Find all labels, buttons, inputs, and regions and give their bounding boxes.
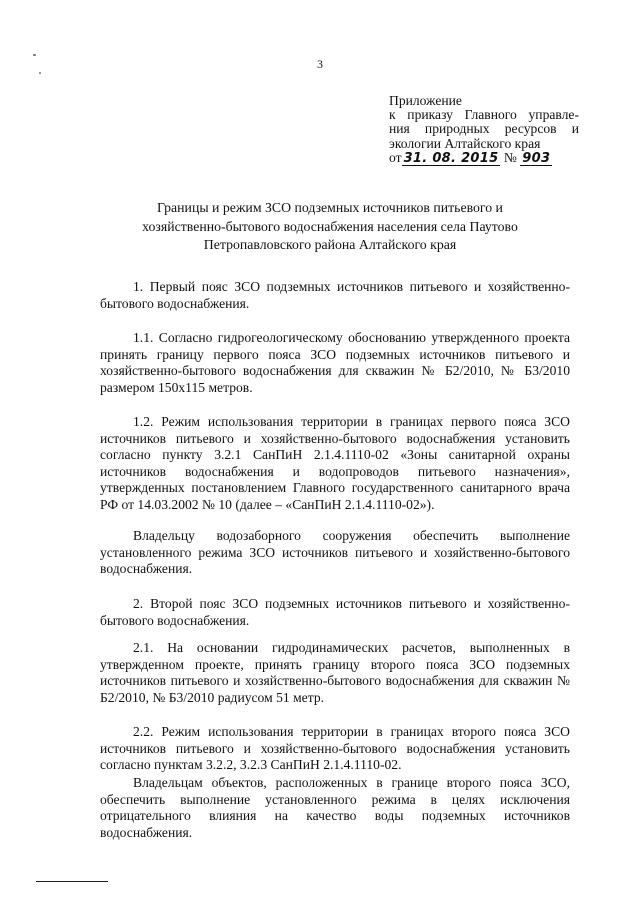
handwritten-date: 31. 08. 2015: [403, 150, 499, 166]
document-heading: [100, 199, 560, 255]
heading-line-2: хозяйственно-бытового водоснабжения населения села Паутово: [142, 218, 518, 234]
appendix-block: [389, 94, 579, 166]
appendix-line-2: ния природных ресурсов и: [389, 121, 579, 137]
scan-speck: [33, 54, 36, 56]
heading-line-1: Границы и режим ЗСО подземных источников питьевого и: [157, 200, 503, 215]
handwritten-number: 903: [522, 150, 551, 166]
scan-speck: [39, 72, 41, 74]
page-number: 3: [317, 57, 323, 71]
paragraph-1-2: 1.2. Режим использования территории в границах первого пояса ЗСО источников питьевого и хозяйственно-бытового водоснабжения установить согласно пункту 3.2.1 СанПиН 2.1.4.1110-02 «Зоны санитарной охраны источников водоснабжения и водопроводов питьевого назначения», утвержденных постановлением Главного государственного санитарного врача РФ от 14.03.2002 № 10 (далее – «СанПиН 2.1.4.1110-02»).: [100, 414, 570, 512]
paragraph-owner-duty-1: Владельцу водозаборного сооружения обеспечить выполнение установленного режима ЗСО источников питьевого и хозяйственно-бытового водоснабжения.: [100, 528, 570, 577]
heading-line-3: Петропавловского района Алтайского края: [203, 237, 457, 252]
date-prefix: от: [389, 149, 402, 165]
number-sign: №: [503, 149, 517, 165]
section-1-title: 1. Первый пояс ЗСО подземных источников питьевого и хозяйственно-бытового водоснабжения.: [100, 279, 570, 311]
appendix-title: Приложение: [389, 93, 462, 108]
appendix-date-line: [389, 151, 579, 166]
section-2-title: 2. Второй пояс ЗСО подземных источников питьевого и хозяйственно-бытового водоснабжения.: [100, 596, 570, 628]
paragraph-2-1: 2.1. На основании гидродинамических расчетов, выполненных в утвержденном проекте, принять границу второго пояса ЗСО подземных источников питьевого и хозяйственно-бытового водоснабжения для скважин № Б2/2010, № Б3/2010 радиусом 51 метр.: [100, 640, 570, 705]
footer-rule: [36, 881, 108, 882]
appendix-line-1: к приказу Главного управле-: [389, 107, 579, 123]
paragraph-2-2: 2.2. Режим использования территории в границах второго пояса ЗСО источников питьевого и хозяйственно-бытового водоснабжения установить согласно пунктам 3.2.2, 3.2.3 СанПиН 2.1.4.1110-02.: [100, 724, 570, 773]
appendix-line-3: экологии Алтайского края: [389, 135, 541, 151]
paragraph-owner-duty-2: Владельцам объектов, расположенных в границе второго пояса ЗСО, обеспечить выполнение установленного режима в целях исключения отрицательного влияния на качество воды подземных источников водоснабжения.: [100, 775, 570, 840]
paragraph-1-1: 1.1. Согласно гидрогеологическому обоснованию утвержденного проекта принять границу первого пояса ЗСО подземных источников питьевого и хозяйственно-бытового водоснабжения для скважин № Б2/2010, № Б3/2010 размером 150х115 метров.: [100, 330, 570, 395]
